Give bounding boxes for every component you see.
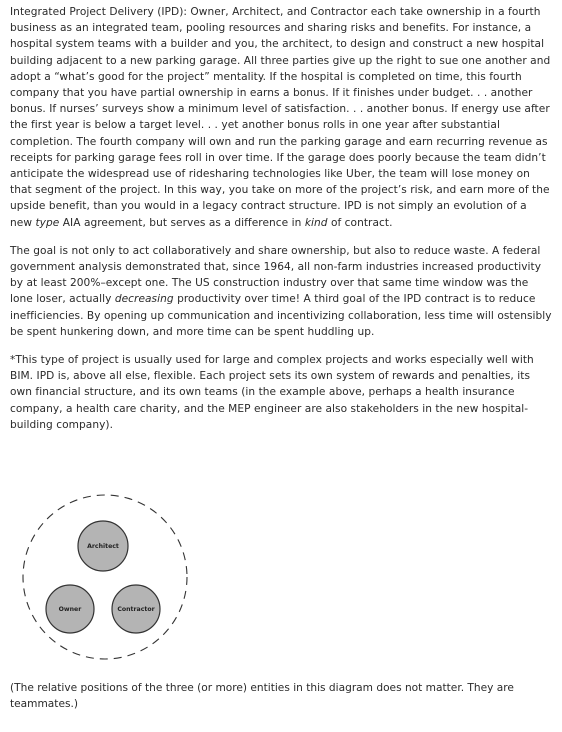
emphasis-type: type [35, 216, 60, 229]
text-run: AIA agreement, but serves as a difference in [59, 216, 305, 229]
emphasis-kind: kind [304, 216, 328, 229]
architect-label: Architect [87, 543, 119, 550]
text-run: The goal is not only to act collaboratively and share ownership, but also to reduce waste. A federal government analysis demonstrated that, since 1964, all non-farm industries increased productivity by at least 200%–except one. The US construction industry over that same time window was the lone loser, actually [10, 244, 542, 306]
paragraph-goals [10, 243, 552, 340]
paragraph-footnote: *This type of project is usually used for large and complex projects and works especially well with BIM. IPD is, above all else, flexible. Each project sets its own system of rewards and penalties, its own financial structure, and its own teams (in the example above, perhaps a health insurance company, a health care charity, and the MEP engineer are also stakeholders in the new hospital-building company). [10, 354, 534, 431]
text-run: productivity over time! A third goal of the IPD contract is to reduce inefficiencies. By opening up communication and incentivizing collaboration, less time will ostensibly be spent hunkering down, and more time can be spent huddling up. [10, 293, 552, 338]
paragraph-ipd-definition [10, 4, 552, 231]
text-run: Integrated Project Delivery (IPD): Owner, Architect, and Contractor each take ownership in a fourth business as an integrated team, pooling resources and sharing risks and benefits. For instance, a hospital system teams with a builder and you, the architect, to design and construct a new hospital building adjacent to a new parking garage. All three parties give up the right to sue one another and adopt a “what’s good for the project” mentality. If the hospital is completed on time, this fourth company that you have partial ownership in earns a bonus. If it finishes under budget. . . another bonus. If nurses’ surveys show a minimum level of satisfaction. . . another bonus. If energy use after the first year is below a target level. . . yet another bonus rolls in one year after substantial completion. The fourth company will own and run the parking garage and earn recurring revenue as receipts for parking garage fees roll in over time. If the garage does poorly because the team didn’t anticipate the widespread use of ridesharing technologies like Uber, the team will lose money on that segment of the project. In this way, you take on more of the project’s risk, and earn more of the upside benefit, than you would in a legacy contract structure. IPD is not simply an evolution of a new [10, 6, 551, 229]
text-run: of contract. [327, 216, 393, 229]
ipd-diagram-svg [16, 494, 196, 670]
ipd-team-diagram [16, 494, 196, 670]
diagram-caption: (The relative positions of the three (or more) entities in this diagram does not matter. They are teammates.) [10, 682, 514, 711]
contractor-label: Contractor [117, 606, 155, 613]
document-body [10, 4, 552, 433]
emphasis-decreasing: decreasing [114, 293, 174, 306]
integrated-team-dashed-circle [23, 495, 187, 659]
owner-label: Owner [58, 606, 82, 613]
